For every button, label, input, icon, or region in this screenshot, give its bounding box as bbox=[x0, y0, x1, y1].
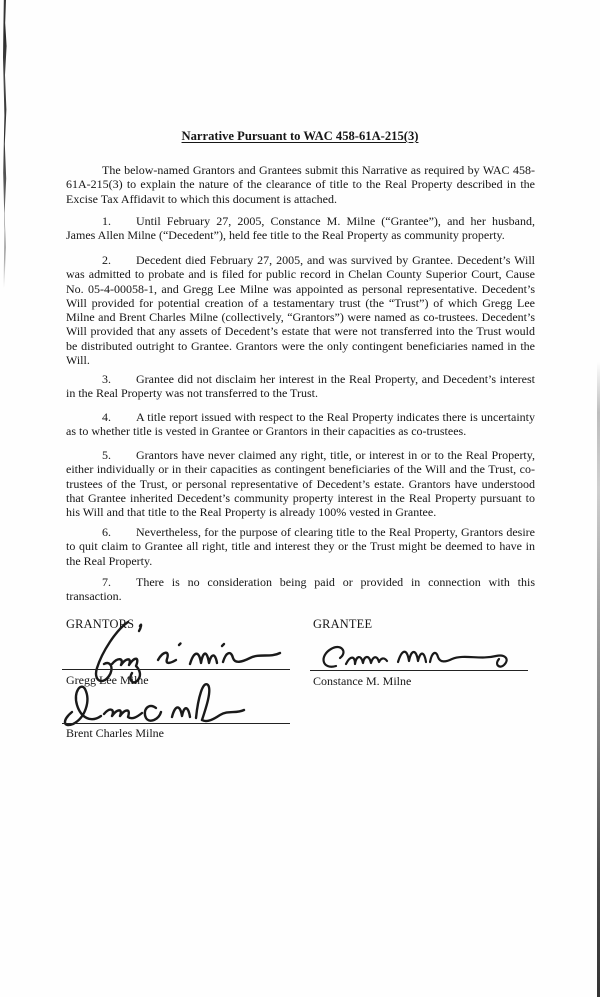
paragraph-text: Grantee did not disclaim her interest in the Real Property, and Decedent’s interest in the Real Property was not transferred to the Trust. bbox=[66, 372, 535, 401]
grantee-signature-line bbox=[310, 670, 528, 671]
signature-section bbox=[62, 612, 534, 752]
paragraph-text: Until February 27, 2005, Constance M. Milne (“Grantee”), and her husband, James Allen Milne (“Decedent”), held fee title to the Real Property as community property. bbox=[66, 214, 535, 243]
paragraph-7 bbox=[66, 575, 535, 604]
paragraph-3 bbox=[66, 372, 535, 401]
paragraph-number: 2. bbox=[102, 253, 111, 267]
grantor-1-signature-line bbox=[62, 669, 290, 670]
paragraph-text: There is no consideration being paid or provided in connection with this transaction. bbox=[66, 575, 535, 604]
grantor-1-name: Gregg Lee Milne bbox=[66, 673, 149, 687]
paragraph-number: 5. bbox=[102, 448, 111, 462]
document-title: Narrative Pursuant to WAC 458-61A-215(3) bbox=[181, 129, 419, 143]
paragraph-2 bbox=[66, 253, 535, 367]
grantee-heading: GRANTEE bbox=[313, 617, 373, 631]
paragraph-5 bbox=[66, 448, 535, 519]
grantor-2-name: Brent Charles Milne bbox=[66, 726, 164, 740]
paragraph-number: 1. bbox=[102, 214, 111, 228]
paragraph-number: 7. bbox=[102, 575, 111, 589]
grantor-2-signature-line bbox=[62, 723, 290, 724]
scan-artifact-left-edge bbox=[3, 0, 7, 288]
paragraph-number: 3. bbox=[102, 372, 111, 386]
paragraph-text: Nevertheless, for the purpose of clearing title to the Real Property, Grantors desire to quit claim to Grantee all right, title and interest they or the Trust might be deemed to have in the Real Property. bbox=[66, 525, 535, 568]
grantors-heading: GRANTORS bbox=[66, 617, 135, 631]
grantee-name: Constance M. Milne bbox=[313, 674, 412, 688]
paragraph-number: 4. bbox=[102, 410, 111, 424]
paragraph-4 bbox=[66, 410, 535, 439]
paragraph-text: Grantors have never claimed any right, title, or interest in or to the Real Property, either individually or in their capacities as contingent beneficiaries of the Will and the Trust, co-trustees of the Trust, or personal representative of Decedent’s estate. Grantors have understood that Grantee inherited Decedent’s community property interest in the Real Property pursuant to his Will and that title to the Real Property is already 100% vested in Grantee. bbox=[66, 448, 535, 520]
paragraph-1 bbox=[66, 214, 535, 243]
intro-paragraph-text: The below-named Grantors and Grantees submit this Narrative as required by WAC 458-61A-215(3) to explain the nature of the clearance of title to the Real Property described in the Excise Tax Affidavit to which this document is attached. bbox=[66, 163, 535, 206]
intro-paragraph bbox=[66, 163, 535, 206]
paragraph-text: Decedent died February 27, 2005, and was survived by Grantee. Decedent’s Will was admitted to probate and is filed for public record in Chelan County Superior Court, Cause No. 05-4-00058-1, and Gregg Lee Milne was appointed as personal representative. Decedent’s Will provided for potential creation of a testamentary trust (the “Trust”) of which Gregg Lee Milne and Brent Charles Milne (collectively, “Grantors”) were named as co-trustees. Decedent’s Will provided that any assets of Decedent’s estate that were not transferred into the Trust would be distributed outright to Grantee. Grantors were the only contingent beneficiaries named in the Will. bbox=[66, 253, 535, 368]
paragraph-6 bbox=[66, 525, 535, 568]
paragraph-text: A title report issued with respect to the Real Property indicates there is uncertainty as to whether title is vested in Grantee or Grantors in their capacities as co-trustees. bbox=[66, 410, 535, 439]
paragraph-number: 6. bbox=[102, 525, 111, 539]
